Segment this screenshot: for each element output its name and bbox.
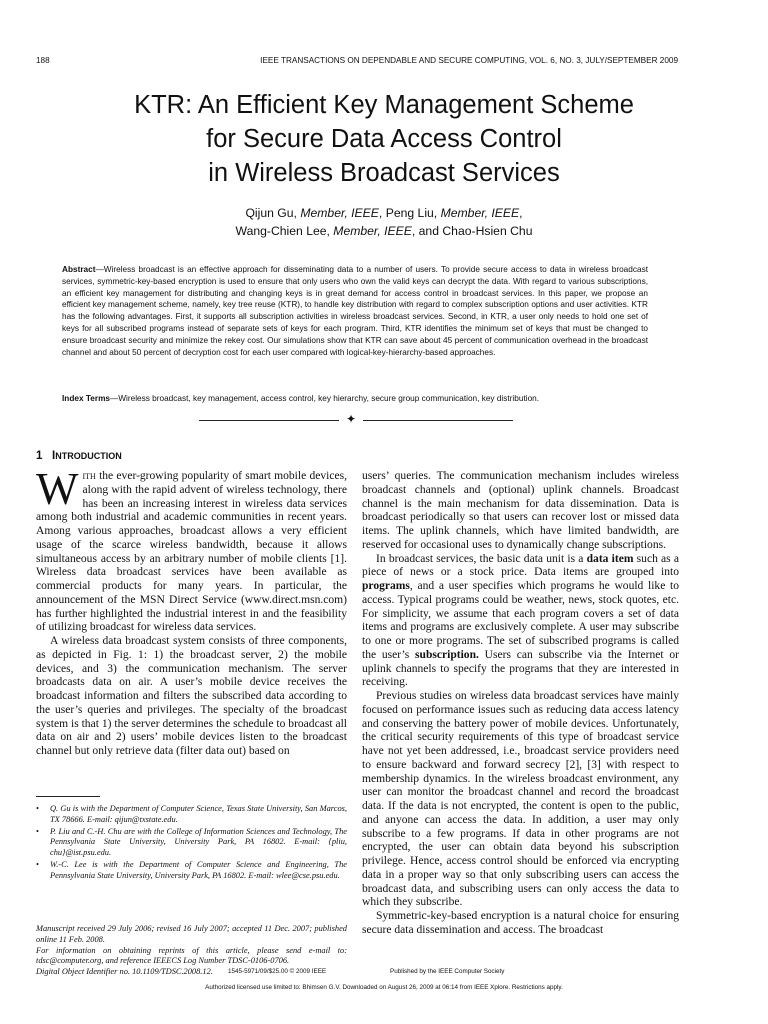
- index-terms-label: Index Terms: [62, 394, 110, 403]
- text-run: Users can subscribe via the Internet or uplink channels to specify the programs that they are interested in receiving.: [362, 648, 679, 689]
- license-line: Authorized licensed use limited to: Bhimsen G.V. Downloaded on August 26, 2009 at 06:14 from IEEE Xplore. Restrictions apply.: [205, 984, 563, 991]
- footnote-liu-chu: [36, 827, 347, 859]
- intro-paragraph-1: [36, 464, 347, 635]
- member-ieee: Member, IEEE: [440, 206, 520, 220]
- reprints-note: For information on obtaining reprints of this article, please send e-mail to: tdsc@computer.org, and reference IEEECS Log Number TDSC-0106-0706.: [36, 945, 347, 966]
- author-list: [0, 205, 768, 240]
- author-line-1: [0, 205, 768, 223]
- small-caps-lead: ith: [82, 470, 96, 482]
- drop-cap: W: [36, 464, 79, 514]
- intro-paragraph-2: A wireless data broadcast system consists of three components, as depicted in Fig. 1: 1) the broadcast server, 2) the mobile devices, and 3) the communication mechanism. The server broadcasts data on air. A user’s mobile device receives the broadcast information and filters the subscribed data according to the user’s queries and privileges. The specialty of the broadcast system is that 1) the server determines the schedule to broadcast all data on air and 2) users’ mobile devices listen to the broadcast channel but only retrieve data (filter data out) based on: [36, 635, 347, 757]
- separator-rule-right: [363, 420, 513, 421]
- title-line-3: in Wireless Broadcast Services: [208, 159, 560, 187]
- footnote-lee: [36, 860, 347, 882]
- author-line-2: [0, 223, 768, 241]
- footnote-rule: [36, 796, 100, 797]
- section-title-initial: I: [52, 450, 56, 462]
- bullet: •: [36, 826, 39, 836]
- section-title-rest: NTRODUCTION: [55, 451, 122, 461]
- section-number: 1: [36, 450, 43, 462]
- abstract-label: Abstract: [62, 265, 96, 274]
- text-run: such as a piece of news or a stock price. Data items are grouped into: [362, 552, 679, 579]
- footnote-text: W.-C. Lee is with the Department of Computer Science and Engineering, The Pennsylvania State University, University Park, PA 16802. E-mail: wlee@cse.psu.edu.: [50, 859, 347, 880]
- author-affiliations: [36, 804, 347, 883]
- text-run: , and a user specifies which programs he would like to access. Typical programs could be weather, news, stock quotes, etc. For simplicity, we assume that each program covers a set of data items and programs are exclusively complete. A user may subscribe to one or more programs. The set of subscribed programs is called the user’s: [362, 580, 679, 661]
- author-sep: ,: [378, 206, 386, 220]
- author-and: , and: [411, 223, 443, 238]
- left-column: [36, 464, 347, 759]
- footnote-text: P. Liu and C.-H. Chu are with the College of Information Sciences and Technology, The Pennsylvania State University, University Park, PA 16802. E-mail: {pliu, chu}@ist.psu.edu.: [50, 826, 347, 858]
- member-ieee: Member, IEEE: [333, 223, 412, 238]
- term-subscription: subscription.: [415, 648, 479, 661]
- running-header: IEEE TRANSACTIONS ON DEPENDABLE AND SECURE COMPUTING, VOL. 6, NO. 3, JULY/SEPTEMBER 2009: [260, 56, 678, 65]
- title-line-1: KTR: An Efficient Key Management Scheme: [134, 91, 634, 119]
- right-paragraph-3: Previous studies on wireless data broadcast services have mainly focused on performance issues such as reducing data access latency and conserving the battery power of mobile devices. Unfortunately, the critical security requirements of this type of broadcast service have not yet been addressed, i.e., broadcast service providers need to ensure backward and forward secrecy [2], [3] with respect to membership dynamics. In the wireless broadcast environment, any user can monitor the broadcast channel and record the broadcast data. If the data is not encrypted, the content is open to the public, and anyone can access the data. In addition, a user may only subscribe to a few programs. If data in other programs are not encrypted, the user can obtain data beyond his subscription privilege. Hence, access control should be enforced via encrypting data in a proper way so that only subscribing users can access the broadcast data, and subscribing users can only access the data to which they subscribe.: [362, 690, 679, 909]
- author-gu: Qijun Gu,: [245, 206, 301, 220]
- right-paragraph-4: Symmetric-key-based encryption is a natural choice for ensuring secure data dissemination and access. The broadcast: [362, 910, 679, 936]
- term-data-item: data item: [586, 552, 634, 565]
- term-programs: programs: [362, 580, 410, 592]
- manuscript-dates: Manuscript received 29 July 2006; revised 16 July 2007; accepted 11 Dec. 2007; published online 11 Feb. 2008.: [36, 924, 347, 944]
- right-column: [362, 470, 679, 938]
- page-number: 188: [36, 56, 50, 65]
- right-paragraph-2: [362, 553, 679, 691]
- abstract-text: —Wireless broadcast is an effective approach for disseminating data to a number of users. To provide secure access to data in wireless broadcast services, symmetric-key-based encryption is used to ensure that only users who own the valid keys can decrypt the data. With regard to various subscriptions, an efficient key management for distributing and changing keys is in great demand for access control in broadcast services. In this paper, we propose an efficient key management scheme, namely, key tree reuse (KTR), to handle key distribution with regard to complex subscription options and user activities. KTR has the following advantages. First, it supports all subscription activities in wireless broadcast services. Second, in KTR, a user only needs to hold one set of keys for all subscribed programs instead of separate sets of keys for each program. Third, KTR identifies the minimum set of keys that must be changed to ensure broadcast security and minimize the rekey cost. Our simulations show that KTR can save about 45 percent of communication overhead in the broadcast channel and about 50 percent of decryption cost for each user compared with logical-key-hierarchy-based approaches.: [62, 265, 648, 357]
- publisher-line: Published by the IEEE Computer Society: [390, 968, 505, 975]
- index-terms: [62, 393, 648, 405]
- paragraph-text: the ever-growing popularity of smart mobile devices, along with the rapid advent of wireless technology, there has been an increasing interest in wireless data services among both industrial and academic communities in recent years. Among various approaches, broadcast allows a very efficient usage of the scarce wireless bandwidth, because it allows simultaneous access by an arbitrary number of mobile clients [1]. Wireless data broadcast services have been available as commercial products for many years. In particular, the announcement of the MSN Direct Service (www.direct.msn.com) has further highlighted the industrial interest in and the feasibility of utilizing broadcast for wireless data services.: [36, 470, 347, 634]
- author-lee: Wang-Chien Lee,: [235, 223, 334, 238]
- bullet: •: [36, 804, 39, 813]
- text-run: In broadcast services, the basic data unit is a: [376, 552, 587, 565]
- separator-diamond-icon: ✦: [346, 412, 357, 426]
- author-sep: ,: [519, 206, 523, 220]
- author-chu: Chao-Hsien Chu: [442, 223, 533, 238]
- footnote-gu: [36, 804, 347, 826]
- index-terms-text: —Wireless broadcast, key management, access control, key hierarchy, secure group communication, key distribution.: [110, 394, 540, 403]
- paper-title: [0, 88, 768, 190]
- doi-note: Digital Object Identifier no. 10.1109/TDSC.2008.12.: [36, 967, 213, 977]
- member-ieee: Member, IEEE: [300, 206, 379, 220]
- author-liu: Peng Liu,: [385, 206, 441, 220]
- section-heading: [36, 450, 122, 462]
- issn-line: 1545-5971/09/$25.00 © 2009 IEEE: [228, 968, 327, 975]
- title-line-2: for Secure Data Access Control: [206, 125, 562, 153]
- separator-rule-left: [199, 420, 339, 421]
- abstract: [62, 264, 648, 358]
- footnote-text: Q. Gu is with the Department of Computer Science, Texas State University, San Marcos, TX 78666. E-mail: qijun@txstate.edu.: [50, 804, 347, 824]
- bullet: •: [36, 859, 39, 869]
- right-paragraph-1: users’ queries. The communication mechanism includes wireless broadcast channels and (optional) uplink channels. Broadcast channel is the main mechanism for data dissemination. Data is broadcast periodically so that users can recover lost or missed data items. The uplink channels, which have limited bandwidth, are reserved for occasional uses to dynamically change subscriptions.: [362, 470, 679, 551]
